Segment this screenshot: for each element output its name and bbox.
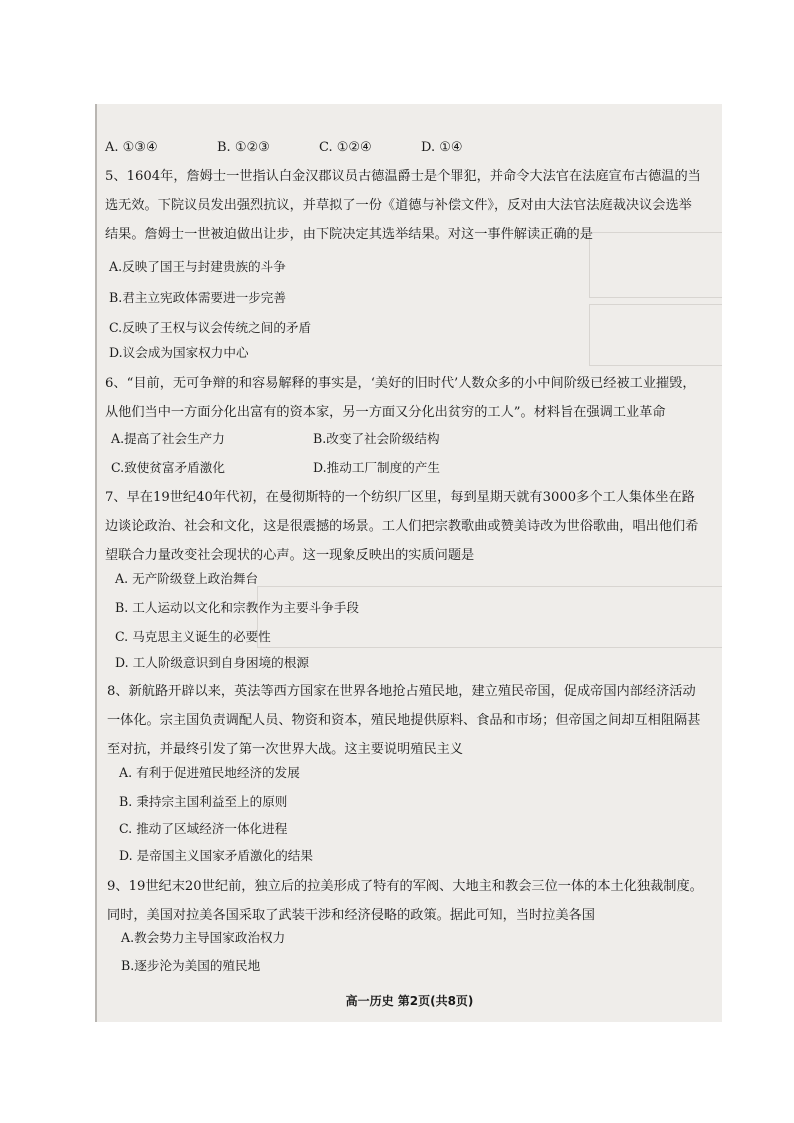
- question-8-line: 至对抗，并最终引发了第一次世界大战。这主要说明殖民主义: [107, 742, 464, 757]
- question-9: [107, 872, 703, 930]
- question-5-option-d: D.议会成为国家权力中心: [109, 345, 249, 360]
- question-6-option-c: C.致使贫富矛盾激化: [111, 460, 225, 475]
- question-8-option-c: C. 推动了区域经济一体化进程: [119, 821, 288, 836]
- question-5-line: 5、1604年，詹姆士一世指认白金汉郡议员古德温爵士是个罪犯，并命令大法官在法庭宣布古德温的当: [105, 169, 701, 184]
- prev-choice-d: D. ①④: [421, 140, 463, 155]
- question-8-line: 一体化。宗主国负责调配人员、物资和资本，殖民地提供原料、食品和市场；但帝国之间却互相阻隔甚: [107, 713, 701, 728]
- question-5: [105, 162, 701, 249]
- question-7-line: 边谈论政治、社会和文化，这是很震撼的场景。工人们把宗教歌曲或赞美诗改为世俗歌曲，唱出他们希: [105, 519, 699, 534]
- question-6-line: 从他们当中一方面分化出富有的资本家，另一方面又分化出贫穷的工人”。材料旨在强调工业革命: [105, 405, 666, 420]
- question-9-option-b: B.逐步沦为美国的殖民地: [121, 958, 261, 973]
- question-7-line: 望联合力量改变社会现状的心声。这一现象反映出的实质问题是: [105, 548, 475, 563]
- question-6-option-d: D.推动工厂制度的产生: [313, 460, 440, 475]
- question-8-option-d: D. 是帝国主义国家矛盾激化的结果: [119, 848, 313, 863]
- question-5-option-b: B.君主立宪政体需要进一步完善: [109, 290, 286, 305]
- question-9-line: 9、19世纪末20世纪前，独立后的拉美形成了特有的军阀、大地主和教会三位一体的本土化独裁制度。: [107, 879, 703, 894]
- question-5-line: 结果。詹姆士一世被迫做出让步，由下院决定其选举结果。对这一事件解读正确的是: [105, 227, 593, 242]
- exam-page: [95, 104, 722, 1022]
- prev-choice-b: B. ①②③: [217, 140, 270, 155]
- question-9-line: 同时，美国对拉美各国采取了武装干涉和经济侵略的政策。据此可知，当时拉美各国: [107, 908, 595, 923]
- question-7-option-d: D. 工人阶级意识到自身困境的根源: [115, 655, 309, 670]
- question-8-line: 8、新航路开辟以来，英法等西方国家在世界各地抢占殖民地，建立殖民帝国，促成帝国内部经济活动: [107, 684, 696, 699]
- question-7-line: 7、早在19世纪40年代初，在曼彻斯特的一个纺织厂区里，每到星期天就有3000多个工人集体坐在路: [105, 490, 695, 505]
- question-5-line: 选无效。下院议员发出强烈抗议，并草拟了一份《道德与补偿文件》，反对由大法官法庭裁决议会选举: [105, 198, 692, 213]
- page-footer: 高一历史 第2页(共8页): [345, 994, 474, 1008]
- question-7-option-a: A. 无产阶级登上政治舞台: [115, 571, 259, 586]
- bleed-through-table: [589, 304, 722, 366]
- question-5-option-c: C.反映了王权与议会传统之间的矛盾: [109, 320, 312, 335]
- question-6-line: 6、“目前，无可争辩的和容易解释的事实是，‘美好的旧时代’人数众多的小中间阶级已经被工业摧毁，: [105, 376, 696, 391]
- question-7-option-c: C. 马克思主义诞生的必要性: [115, 629, 271, 644]
- question-5-option-a: A.反映了国王与封建贵族的斗争: [109, 259, 286, 274]
- question-6: [105, 369, 696, 427]
- question-6-option-a: A.提高了社会生产力: [111, 431, 225, 446]
- prev-choice-c: C. ①②④: [319, 140, 372, 155]
- prev-choice-a: A. ①③④: [105, 140, 158, 155]
- question-7: [105, 483, 699, 570]
- question-8: [107, 677, 701, 764]
- question-6-option-b: B.改变了社会阶级结构: [313, 431, 440, 446]
- question-8-option-b: B. 秉持宗主国利益至上的原则: [119, 794, 288, 809]
- question-7-option-b: B. 工人运动以文化和宗教作为主要斗争手段: [115, 600, 359, 615]
- question-9-option-a: A.教会势力主导国家政治权力: [121, 930, 286, 945]
- question-8-option-a: A. 有利于促进殖民地经济的发展: [119, 765, 300, 780]
